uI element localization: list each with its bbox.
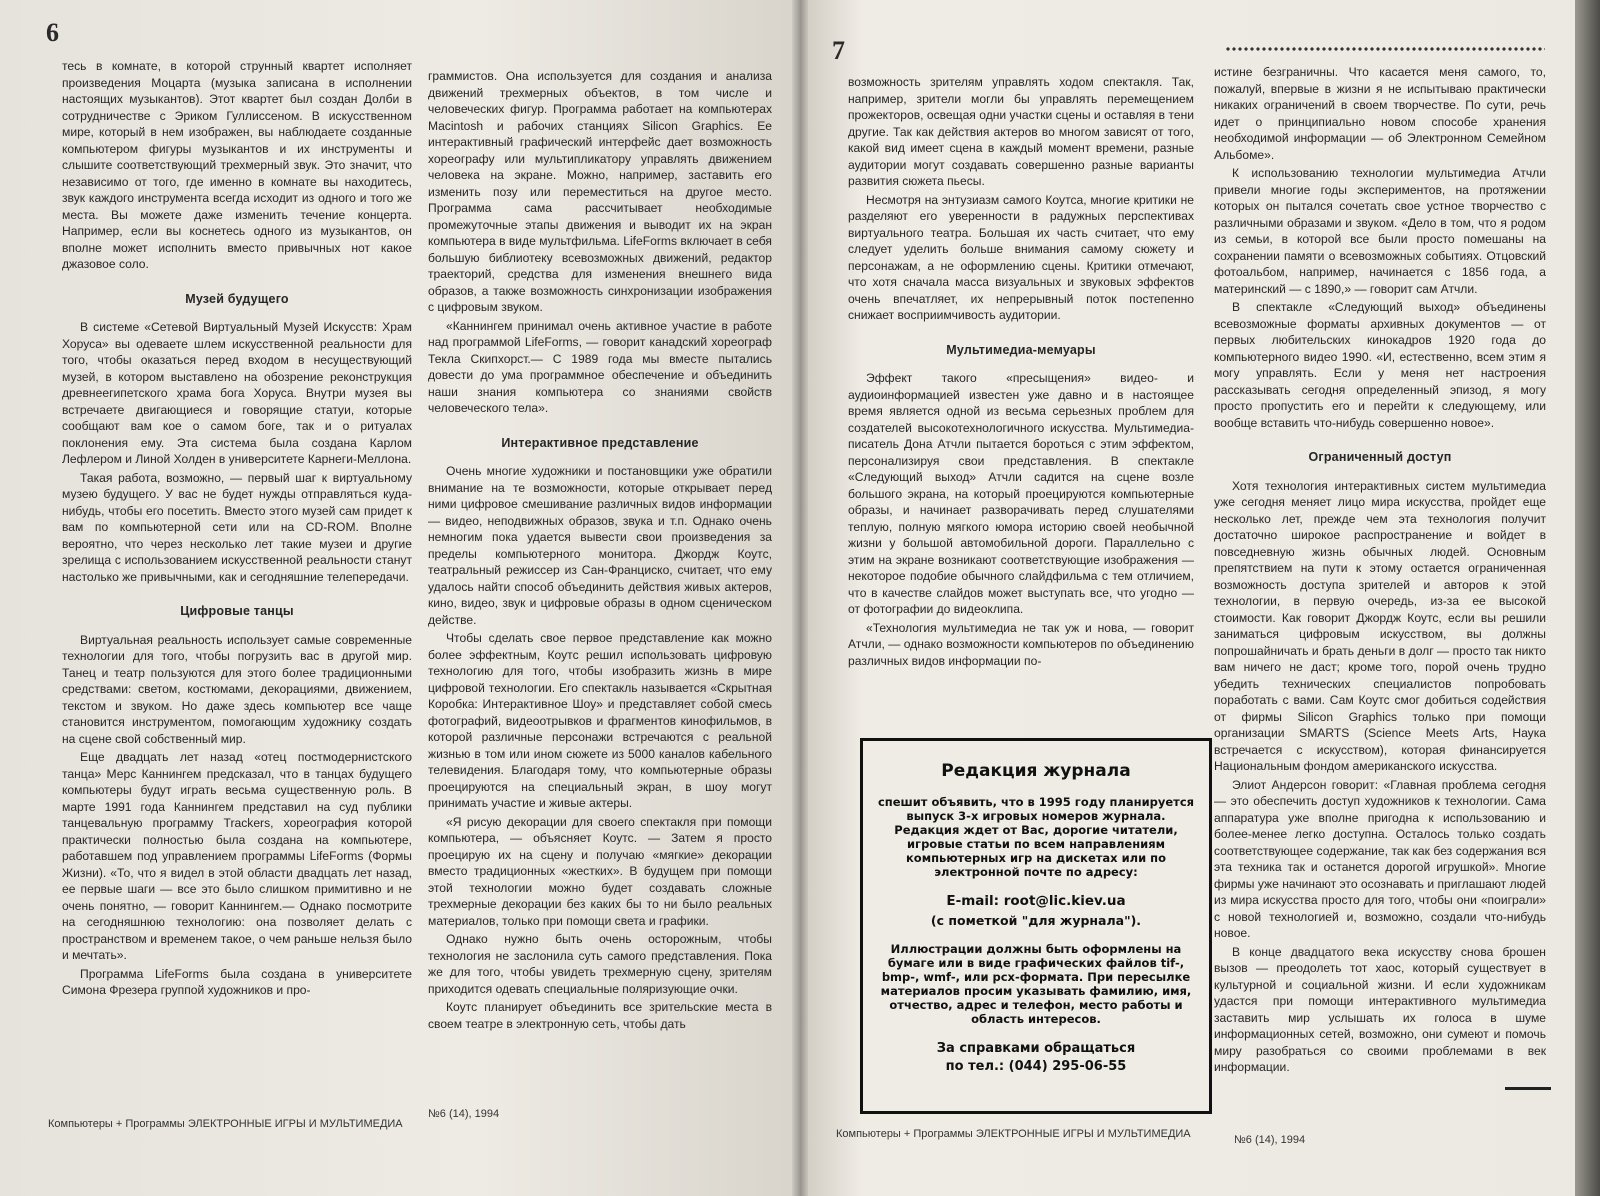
paragraph: Еще двадцать лет назад «отец постмодернистского танца» Мерс Каннингем предсказал, что в танцах будущего компьютеры будут играть весьма существенную роль. В марте 1991 года Каннингем представил на суд публики танцевальную программу Trackers, хореография которой практически полностью была создана на компьютере, работавшем под управлением программы LifeForms (Формы Жизни). «То, что я видел в этой области двадцать лет назад, ее первые шаги — все это было слишком примитивно и не очень понятно, — говорит Каннингем.— Однако посмотрите на сегодняшнюю технологию: она позволяет делать с пространством и временем такое, о чем раньше нельзя было и мечтать».: [62, 750, 412, 962]
contact-line-1: За справками обращаться: [936, 1041, 1136, 1056]
left-page-column-1: [62, 58, 412, 1001]
email-address: E-mail: root@lic.kiev.ua: [946, 893, 1126, 909]
paragraph: Эффект такого «пресыщения» видео- и аудиоинформацией известен уже давно и в настоящее время является одной из весьма серьезных проблем для создателей высокотехнологичного искусства. Мультимедиа-писатель Дона Атчли пытается бороться с этим эффектом, персонализируя свои представления. В спектакле «Следующий выход» Атчли садится на сцене возле большого экрана, на который проецируются компьютерные образы, и начинает разворачивать перед слушателями теплую, полную мягкого юмора историю своей необычной жизни у большой автомобильной дороги. Параллельно с этим на экране возникают соответствующие изображения — некоторое подобие обычного слайдфильма с тем отличием, что в качестве слайдов может выступать все, что угодно — от фотографии до видеоклипа.: [848, 371, 1194, 616]
footer-issue: №6 (14), 1994: [428, 1108, 500, 1120]
paragraph: «Технология мультимедиа не так уж и нова, — говорит Атчли, — однако возможности компьютеров по объединению различных видов информации по-: [848, 620, 1194, 668]
paragraph: К использованию технологии мультимедиа Атчли привели многие годы экспериментов, на протяжении которых он пытался сочетать свое устное творчество с различными образами и звуком. «Дело в том, что я родом из семьи, в которой все были просто помешаны на сохранении памяти о всевозможных событиях. Отцовский фотоальбом, например, начинается с 1856 года, а материнский — с 1890,» — говорит сам Атчли.: [1214, 166, 1546, 296]
announcement-body: спешит объявить, что в 1995 году планируется выпуск 3-х игровых номеров журнала. Редакция ждет от Вас, дорогие читатели, игровые статьи по всем направлениям компьютерных игр на дискетах или по электронной почте по адресу:: [877, 795, 1195, 879]
paragraph: Несмотря на энтузиазм самого Коутса, многие критики не разделяют его уверенности в радужных перспективах виртуального театра. Большая их часть считает, что ему следует уделить больше внимания самому сюжету и персонажам, а не оформлению сцены. Критики отмечают, что хотя сначала масса визуальных и звуковых эффектов очень впечатляет, их непрерывный поток постепенно снижает восприимчивость аудитории.: [848, 192, 1194, 322]
paragraph: тесь в комнате, в которой струнный квартет исполняет произведения Моцарта (музыка записана в исполнении настоящих музыкантов). Этот квартет был создан Долби в сотрудничестве с Эриком Гуллиссеном. В искусственном мире, который в нем изображен, вы наблюдаете созданные компьютером фигуры музыкантов и их инструменты и слышите соответствующий трехмерный звук. Это значит, что независимо от того, где именно в комнате вы находитесь, звук каждого инструмента всегда исходит из одного и того же места. Вы можете даже изменить течение концерта. Например, если вы коснетесь одного из музыкантов, он вполне может исполнить вместо привычных нот какое джазовое соло.: [62, 59, 412, 271]
dotted-rule: [1225, 46, 1545, 52]
paragraph: Виртуальная реальность использует самые современные технологии для того, чтобы погрузить вас в другой мир. Танец и театр пользуются для этого более традиционными средствами: светом, костюмами, декорациями, движением, текстом и звуком. Но даже здесь компьютер все чаще становится инструментом, помогающим художнику создать на сцене свой собственный мир.: [62, 632, 412, 746]
paragraph: Очень многие художники и постановщики уже обратили внимание на те возможности, которые открывает перед ними цифровое смешивание различных видов информации — видео, неподвижных образов, звука и т.п. Однако очень немногим пока удается вывести свои произведения за пределы компьютерного монитора. Джордж Коутс, театральный режиссер из Сан-Франциско, считает, что ему удалось найти способ объединить действия живых актеров, кино, видео, звук и цифровые образы в одном сценическом действе.: [428, 464, 772, 627]
paragraph: Элиот Андерсон говорит: «Главная проблема сегодня — это обеспечить доступ художников к технологии. Сама аппаратура уже вполне пригодна к использованию и более-менее легко доступна. Осталось только создать соответствующее содержание, так как без содержания вся эта техника так и останется дорогой игрушкой». Многие фирмы уже начинают это осознавать и приглашают людей из мира искусства просто для того, чтобы они «поиграли» с новой технологией и, возможно, создали что-нибудь новое.: [1214, 777, 1546, 940]
paragraph: Коутс планирует объединить все зрительские места в своем театре в электронную сеть, чтобы дать: [428, 1000, 772, 1031]
paragraph: возможность зрителям управлять ходом спектакля. Так, например, зрители могли бы управлять перемещением прожекторов, освещая одни участки сцены и оставляя в тени другие. Так как действия актеров во многом зависят от того, какой вид имеет сцена в каждый момент времени, разные аудитории могут создавать совершенно разные варианты развития сюжета пьесы.: [848, 75, 1194, 188]
email-note: (с пометкой "для журнала").: [930, 913, 1142, 928]
paragraph: «Я рисую декорации для своего спектакля при помощи компьютера, — объясняет Коутс. — Затем я просто проецирую их на сцену и получаю «мягкие» декорации вместо традиционных «жестких». В будущем при помощи этой технологии можно будет создавать сложные трехмерные декорации без каких бы то ни было реальных материалов, только при помощи света и графики.: [428, 814, 772, 928]
paragraph: истине безграничны. Что касается меня самого, то, пожалуй, впервые в жизни я не испытываю практически никаких ограничений в своем творчестве. По сути, речь идет о принципиально новом способе хранения необходимой информации — об Электронном Семейном Альбоме».: [1214, 65, 1546, 162]
announcement-title: Редакция журнала: [941, 761, 1131, 781]
section-heading: Мультимедиа-мемуары: [946, 342, 1096, 357]
paragraph: Хотя технология интерактивных систем мультимедиа уже сегодня меняет лицо мира искусства, пройдет еще несколько лет, прежде чем эта технология получит достаточно широкое распространение и войдет в повседневную жизнь обычных людей. Основным препятствием на пути к этому остается ограниченная возможность доступа зрителей и авторов к этой технологии, в первую очередь, из-за ее высокой стоимости. Как говорит Джордж Коутс, если вы решили заниматься цифровым искусством, вы должны попрошайничать и брать деньги в долг — просто так никто вам ничего не даст; кроме того, порой очень трудно убедить технических специалистов попробовать поработать с вами. Сам Коутс смог добиться содействия от фирмы Silicon Graphics только при помощи организации SMARTS (Science Meets Arts, Наука встречается с искусством), которая финансируется Национальным фондом американского искусства.: [1214, 478, 1546, 773]
left-page-column-2: [428, 68, 772, 1034]
editorial-announcement-box: [860, 738, 1212, 1114]
right-page-column-1: [848, 74, 1194, 671]
paragraph: В спектакле «Следующий выход» объединены всевозможные форматы архивных документов — от первых любительских кинокадров 1920 года до компьютерного видео 1990. «И, естественно, всем этим я могу управлять. Если у меня нет настроения рассказывать сегодня определенный эпизод, я могу просто пропустить его и перейти к следующему, или вообще вставить что-нибудь совершенно новое».: [1214, 300, 1546, 430]
section-heading: Интерактивное представление: [501, 435, 699, 450]
paragraph: Чтобы сделать свое первое представление как можно более эффектным, Коутс решил использовать цифровую технологию для того, чтобы изобразить жизнь в мире цифровой технологии. Его спектакль называется «Скрытная Коробка: Интерактивное Шоу» и представляет собой смесь фотографий, видеоотрывков и фрагментов кинофильмов, в которой различные персонажи встречаются с реальной жизнью в том или ином сюжете из 5000 каналов кабельного телевидения. Благодаря тому, что компьютерные образы проецируются на специальный экран, в шоу могут принимать участие и живые актеры.: [428, 631, 772, 810]
page-number: 6: [46, 18, 59, 47]
paragraph: В системе «Сетевой Виртуальный Музей Искусств: Храм Хоруса» вы одеваете шлем искусственной реальности для того, чтобы оказаться перед входом в несуществующий музей, в котором выставлено на обозрение реконструкция древнеегипетского храма бога Хоруса. Внутри музея вы встречаете двигающиеся и говорящие статуи, которые сообщают вам кое о самом боге, так и о ритуалах поклонения ему. Эта система была создана Карлом Лефлером и Линой Холден в университете Карнеги-Меллона.: [62, 320, 412, 466]
paragraph: Однако нужно быть очень осторожным, чтобы технология не заслонила суть самого представления. Пока же для того, чтобы увидеть трехмерную сцену, зрителям приходится одевать специальные поляризующие очки.: [428, 932, 772, 996]
end-rule: [1505, 1087, 1551, 1090]
section-heading: Цифровые танцы: [180, 604, 294, 618]
illustration-requirements: Иллюстрации должны быть оформлены на бумаге или в виде графических файлов tif-, bmp-, wmf-, или pcx-формата. При пересылке материалов просим указывать фамилию, имя, отчество, адрес и телефон, место работы и область интересов.: [880, 942, 1192, 1026]
background-edge: [1575, 0, 1600, 1196]
paragraph: граммистов. Она используется для создания и анализа движений трехмерных объектов, в том числе и человеческих фигур. Программа работает на компьютерах Macintosh и рабочих станциях Silicon Graphics. Ее интерактивный графический интерфейс дает возможность хореографу или мультипликатору управлять движением человека на экране. Можно, например, заставить его изменить позу или переместиться на другое место. Программа сама рассчитывает необходимые промежуточные этапы движения и выводит их на экран компьютера в виде мультфильма. LifeForms включает в себя большую библиотеку всевозможных движений, редактор траекторий, средства для изменения внешнего вида образов, а также возможность синхронизации изображения с цифровым звуком.: [428, 69, 772, 314]
footer-publication: Компьютеры + Программы ЭЛЕКТРОННЫЕ ИГРЫ И МУЛЬТИМЕДИА: [48, 1118, 403, 1130]
paragraph: В конце двадцатого века искусству снова брошен вызов — преодолеть тот хаос, который существует в культурной и социальной жизни. И если художникам удастся при помощи интерактивного мультимедиа заставить мир услышать их голоса в шуме информационных сетей, возможно, они сумеют и помочь миру разобраться со своими проблемами в век информации.: [1214, 944, 1546, 1074]
section-heading: Ограниченный доступ: [1308, 450, 1452, 464]
section-heading: Музей будущего: [185, 291, 289, 306]
spine-shadow: [792, 0, 808, 1196]
page-number: 7: [832, 36, 845, 65]
right-page-column-2: [1214, 64, 1546, 1078]
paragraph: Программа LifeForms была создана в университете Симона Фрезера группой художников и про-: [62, 966, 412, 997]
paragraph: Такая работа, возможно, — первый шаг к виртуальному музею будущего. У вас не будет нужды отправляться куда-нибудь, чтобы его посетить. Вместо этого музей сам придет к вам по компьютерной сети или на CD-ROM. Вполне вероятно, что через несколько лет такие музеи и другие зрелища с использованием искусственной реальности станут настолько же привычными, как и сегодняшние телепередачи.: [62, 470, 412, 584]
contact-phone: по тел.: (044) 295-06-55: [945, 1059, 1127, 1074]
footer-issue: №6 (14), 1994: [1234, 1134, 1306, 1146]
paragraph: «Каннингем принимал очень активное участие в работе над программой LifeForms, — говорит канадский хореограф Текла Скипхорст.— С 1989 года мы вместе пытались довести до ума программное обеспечение и объединить наши знания компьютера со знаниями свойств человеческого тела».: [428, 318, 772, 415]
footer-publication: Компьютеры + Программы ЭЛЕКТРОННЫЕ ИГРЫ И МУЛЬТИМЕДИА: [836, 1128, 1191, 1140]
